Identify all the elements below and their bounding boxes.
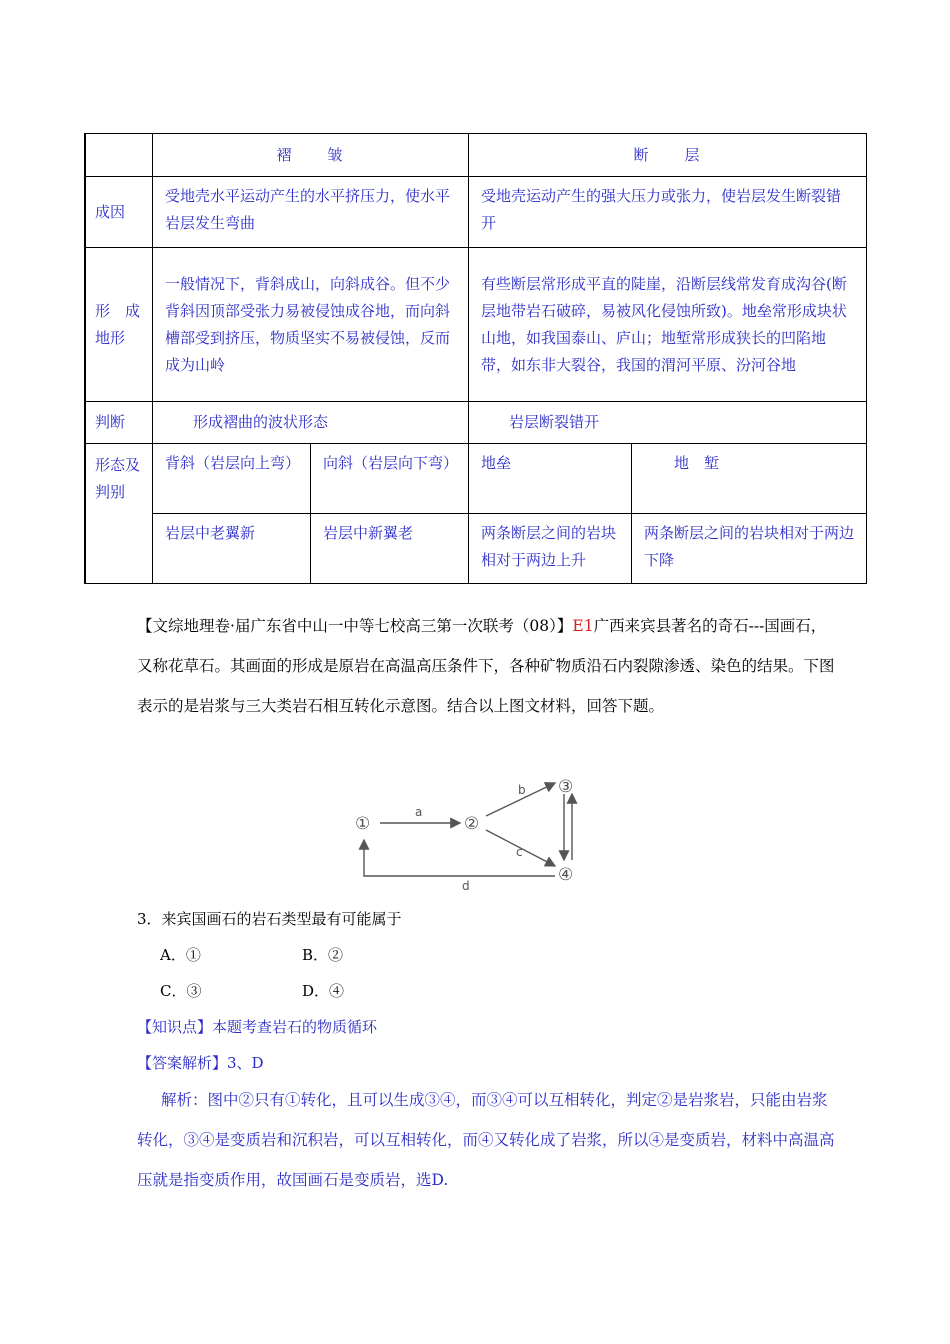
question-source: 【文综地理卷·届广东省中山一中等七校高三第一次联考（08）】 bbox=[137, 617, 573, 635]
row-label-landform: 形 成地形 bbox=[85, 248, 153, 402]
label-d: d bbox=[462, 879, 470, 890]
option-c: C．③ bbox=[160, 982, 202, 1000]
rule-syncline: 岩层中新翼老 bbox=[311, 514, 469, 584]
header-empty-cell bbox=[85, 134, 153, 177]
answer-explanation: 解析：图中②只有①转化，且可以生成③④，而③④可以互相转化，判定②是岩浆岩，只能由岩浆转化，③④是变质岩和沉积岩，可以互相转化，而④又转化成了岩浆，所以④是变质岩，材料中高温高压就是指变质作用，故国画石是变质岩，选D. bbox=[137, 1091, 835, 1189]
form-graben: 地 堑 bbox=[632, 444, 867, 514]
question-stem: 3．来宾国画石的岩石类型最有可能属于 bbox=[137, 910, 402, 928]
landform-fault: 有些断层常形成平直的陡崖，沿断层线常发育成沟谷(断层地带岩石破碎，易被风化侵蚀所致)。地垒常形成块状山地，如我国泰山、庐山；地堑常形成狭长的凹陷地带，如东非大裂谷，我国的渭河平原、汾河谷地 bbox=[469, 248, 867, 402]
judge-fault: 岩层断裂错开 bbox=[469, 402, 867, 444]
form-syncline: 向斜（岩层向下弯） bbox=[311, 444, 469, 514]
row-label-cause: 成因 bbox=[85, 177, 153, 248]
label-c: c bbox=[516, 845, 523, 859]
question-text: 广西来宾县著名的奇石---国画石，又称花草石。其画面的形成是原岩在高温高压条件下，各种矿物质沿石内裂隙渗透、染色的结果。下图表示的是岩浆与三大类岩石相互转化示意图。结合以上图文材料，回答下题。 bbox=[137, 617, 835, 715]
knowledge-text: 本题考查岩石的物质循环 bbox=[212, 1018, 378, 1036]
landform-fold: 一般情况下，背斜成山，向斜成谷。但不少背斜因顶部受张力易被侵蚀成谷地，而向斜槽部受到挤压，物质坚实不易被侵蚀，反而成为山岭 bbox=[153, 248, 469, 402]
table-header-row bbox=[85, 134, 867, 177]
analysis-answer: 3、D bbox=[227, 1054, 264, 1072]
node-2: ② bbox=[464, 814, 480, 834]
table-row-form-top bbox=[85, 444, 867, 514]
judge-fold: 形成褶曲的波状形态 bbox=[153, 402, 469, 444]
cause-fault: 受地壳运动产生的强大压力或张力，使岩层发生断裂错开 bbox=[469, 177, 867, 248]
row-label-form: 形态及判别 bbox=[85, 444, 153, 584]
fold-fault-comparison-table bbox=[84, 133, 867, 584]
table-row-form-bottom bbox=[85, 514, 867, 584]
option-b: B．② bbox=[302, 946, 344, 964]
form-horst: 地垒 bbox=[469, 444, 632, 514]
rule-graben: 两条断层之间的岩块相对于两边下降 bbox=[632, 514, 867, 584]
cause-fold: 受地壳水平运动产生的水平挤压力，使水平岩层发生弯曲 bbox=[153, 177, 469, 248]
option-d: D．④ bbox=[302, 982, 345, 1000]
header-fold: 褶 皱 bbox=[153, 134, 469, 177]
form-anticline: 背斜（岩层向上弯） bbox=[153, 444, 311, 514]
table-row-cause bbox=[85, 177, 867, 248]
knowledge-point bbox=[137, 1016, 377, 1037]
node-1: ① bbox=[355, 814, 371, 834]
header-fault: 断 层 bbox=[469, 134, 867, 177]
analysis-label: 【答案解析】 bbox=[137, 1054, 228, 1072]
answer-analysis bbox=[137, 1052, 264, 1073]
question-code: E1 bbox=[572, 617, 594, 635]
node-4: ④ bbox=[558, 865, 574, 885]
question-paragraph bbox=[137, 606, 837, 726]
label-a: a bbox=[415, 805, 423, 819]
rock-cycle-diagram bbox=[350, 772, 605, 890]
row-label-judge: 判断 bbox=[85, 402, 153, 444]
option-a: A．① bbox=[160, 946, 201, 964]
label-b: b bbox=[518, 783, 526, 797]
arrow-d bbox=[364, 840, 555, 876]
table-row-landform bbox=[85, 248, 867, 402]
rule-horst: 两条断层之间的岩块相对于两边上升 bbox=[469, 514, 632, 584]
table-row-judge bbox=[85, 402, 867, 444]
table-left-thick-border bbox=[84, 133, 86, 583]
node-3: ③ bbox=[558, 777, 574, 797]
knowledge-label: 【知识点】 bbox=[137, 1018, 213, 1036]
rule-anticline: 岩层中老翼新 bbox=[153, 514, 311, 584]
